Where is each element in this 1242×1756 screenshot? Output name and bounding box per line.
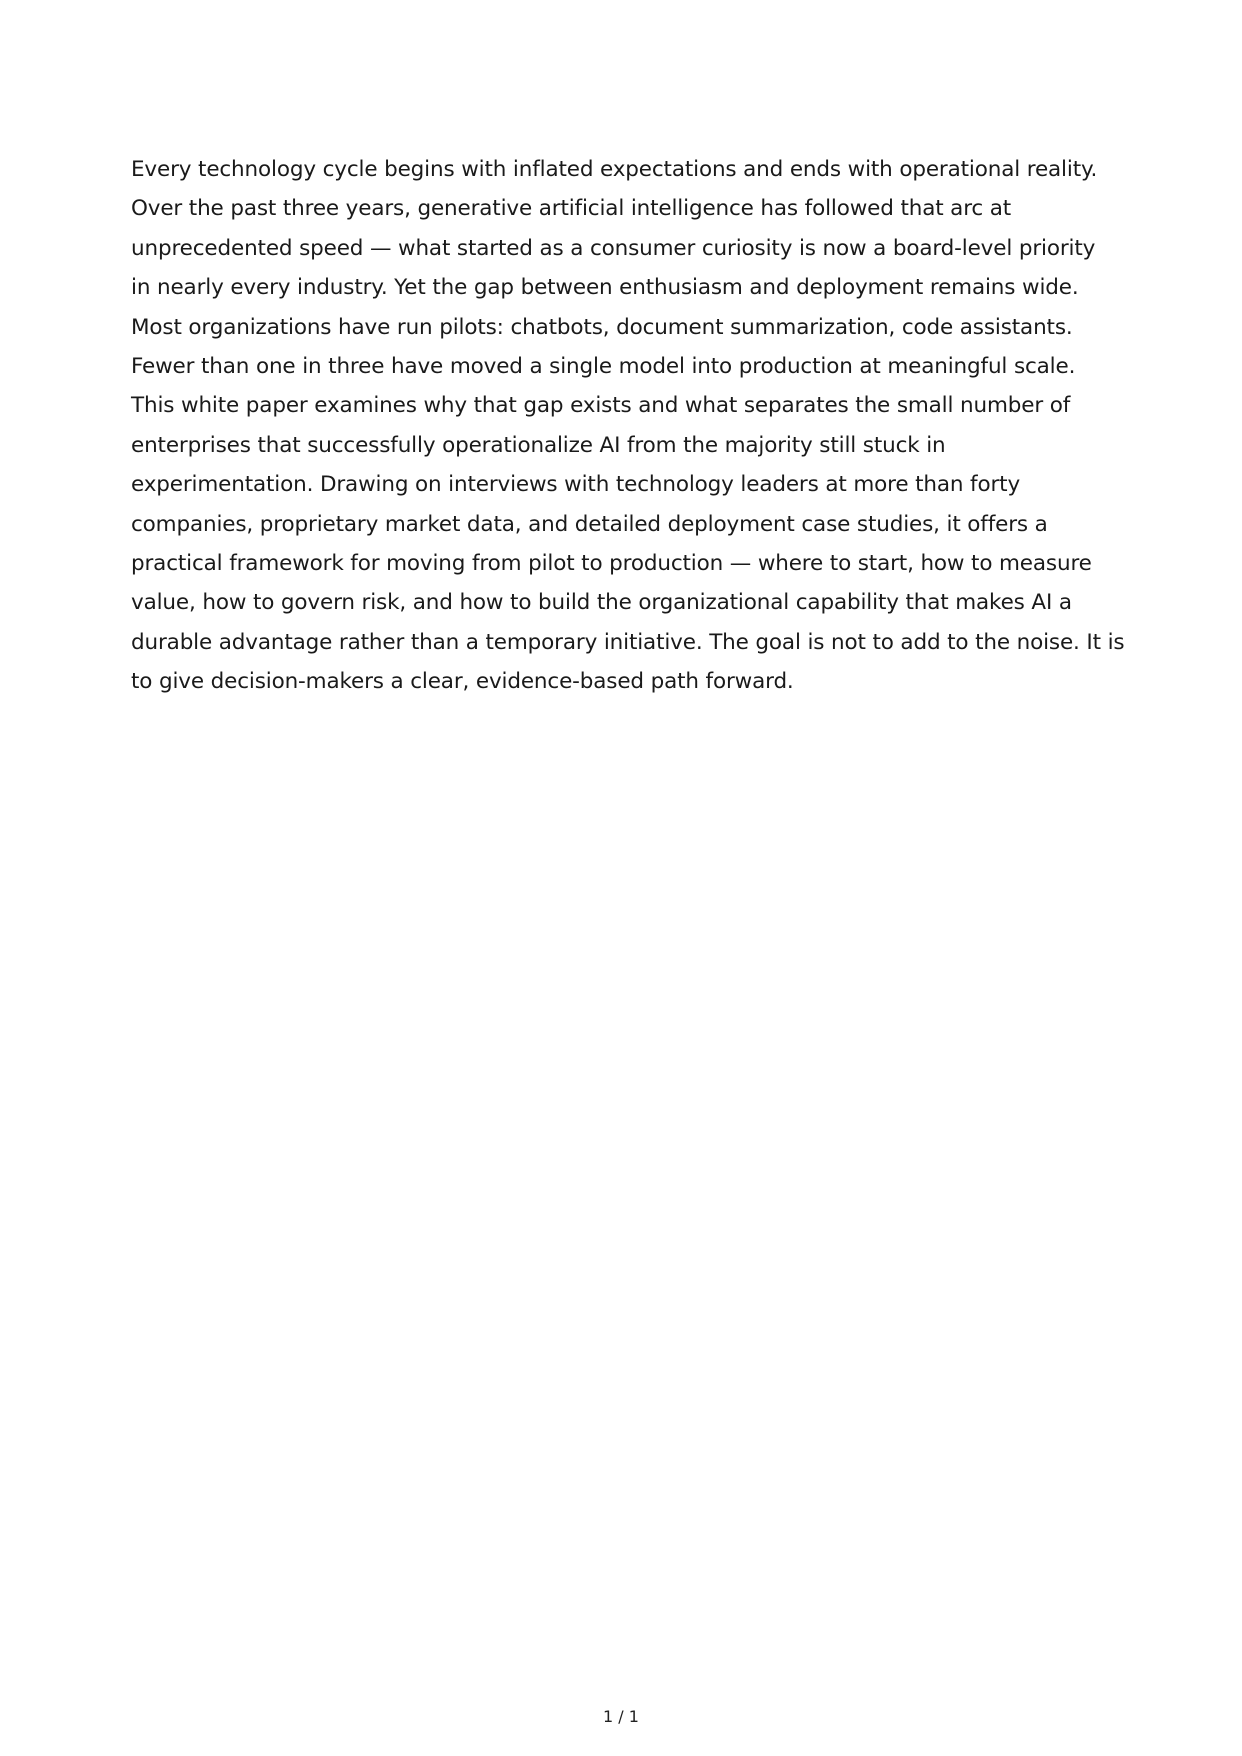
body-paragraph: [131, 150, 1131, 702]
paragraph-line: durable advantage rather than a temporary initiative. The goal is not to add to the noise. It is: [131, 629, 1125, 655]
paragraph-line: practical framework for moving from pilot to production — where to start, how to measure: [131, 551, 1092, 577]
paragraph-line: companies, proprietary market data, and detailed deployment case studies, it offers a: [131, 511, 1048, 537]
paragraph-line: Fewer than one in three have moved a single model into production at meaningful scale.: [131, 354, 1076, 380]
paragraph-line: in nearly every industry. Yet the gap between enthusiasm and deployment remains wide.: [131, 275, 1079, 301]
paragraph-line: experimentation. Drawing on interviews with technology leaders at more than forty: [131, 472, 1021, 498]
paragraph-line: to give decision-makers a clear, evidence-based path forward.: [131, 669, 794, 695]
paragraph-line: Most organizations have run pilots: chatbots, document summarization, code assistants.: [131, 314, 1073, 340]
paragraph-line: value, how to govern risk, and how to build the organizational capability that makes AI a: [131, 590, 1072, 616]
paragraph-line: enterprises that successfully operationalize AI from the majority still stuck in: [131, 432, 946, 458]
paragraph-line: This white paper examines why that gap exists and what separates the small number of: [131, 393, 1071, 419]
paragraph-line: Every technology cycle begins with inflated expectations and ends with operational reality.: [131, 157, 1098, 182]
paragraph-line: unprecedented speed — what started as a consumer curiosity is now a board-level priority: [131, 235, 1096, 261]
page-number: 1 / 1: [603, 1707, 639, 1726]
paragraph-line: Over the past three years, generative artificial intelligence has followed that arc at: [131, 196, 1012, 222]
